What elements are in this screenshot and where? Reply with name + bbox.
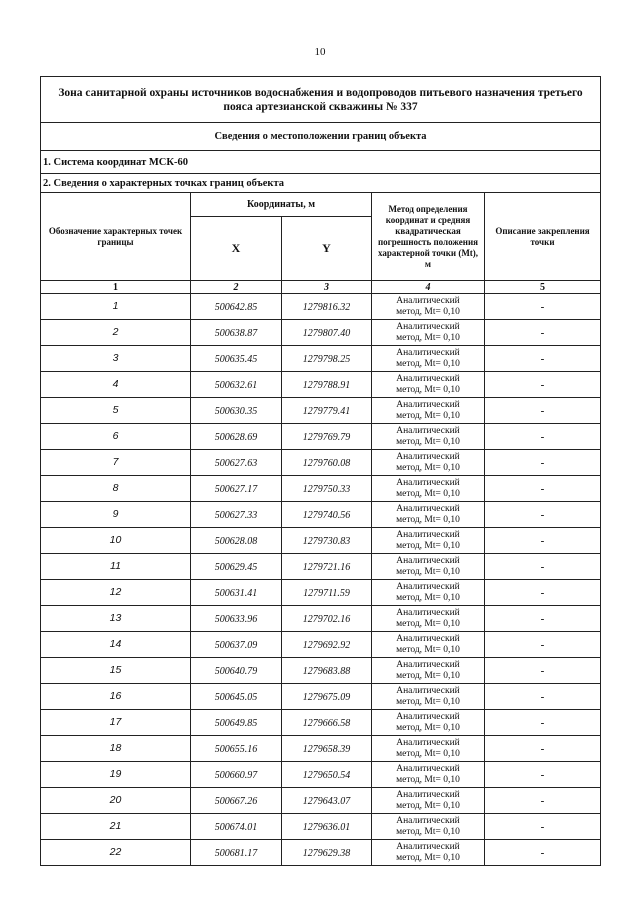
description-cell: - xyxy=(485,372,601,398)
point-id: 1 xyxy=(41,294,191,320)
table-row xyxy=(41,632,601,658)
description-cell: - xyxy=(485,450,601,476)
point-id: 11 xyxy=(41,554,191,580)
coordinate-system-line: 1. Система координат МСК-60 xyxy=(41,151,601,174)
y-coordinate: 1279683.88 xyxy=(282,658,372,684)
method-line-2: метод, Mt= 0,10 xyxy=(396,436,460,447)
description-cell: - xyxy=(485,814,601,840)
table-row xyxy=(41,424,601,450)
y-coordinate: 1279750.33 xyxy=(282,476,372,502)
method-cell xyxy=(372,476,485,502)
method-cell xyxy=(372,502,485,528)
x-coordinate: 500640.79 xyxy=(191,658,282,684)
point-id: 3 xyxy=(41,346,191,372)
table-row xyxy=(41,840,601,866)
method-line-1: Аналитический xyxy=(396,789,460,800)
y-coordinate: 1279643.07 xyxy=(282,788,372,814)
method-line-2: метод, Mt= 0,10 xyxy=(396,852,460,863)
x-coordinate: 500642.85 xyxy=(191,294,282,320)
point-id: 5 xyxy=(41,398,191,424)
method-line-1: Аналитический xyxy=(396,815,460,826)
x-coordinate: 500649.85 xyxy=(191,710,282,736)
method-cell xyxy=(372,840,485,866)
table-row xyxy=(41,606,601,632)
column-number: 5 xyxy=(485,281,601,294)
header-x: X xyxy=(191,217,282,281)
method-cell xyxy=(372,580,485,606)
y-coordinate: 1279788.91 xyxy=(282,372,372,398)
method-line-1: Аналитический xyxy=(396,685,460,696)
method-line-2: метод, Mt= 0,10 xyxy=(396,748,460,759)
method-line-2: метод, Mt= 0,10 xyxy=(396,358,460,369)
y-coordinate: 1279692.92 xyxy=(282,632,372,658)
table-row xyxy=(41,502,601,528)
method-line-1: Аналитический xyxy=(396,295,460,306)
point-id: 18 xyxy=(41,736,191,762)
method-line-1: Аналитический xyxy=(396,373,460,384)
method-line-2: метод, Mt= 0,10 xyxy=(396,826,460,837)
table-row xyxy=(41,658,601,684)
y-coordinate: 1279650.54 xyxy=(282,762,372,788)
table-row xyxy=(41,736,601,762)
description-cell: - xyxy=(485,502,601,528)
method-cell xyxy=(372,554,485,580)
method-line-2: метод, Mt= 0,10 xyxy=(396,722,460,733)
y-coordinate: 1279760.08 xyxy=(282,450,372,476)
description-cell: - xyxy=(485,580,601,606)
y-coordinate: 1279798.25 xyxy=(282,346,372,372)
description-cell: - xyxy=(485,294,601,320)
table-row xyxy=(41,710,601,736)
method-line-2: метод, Mt= 0,10 xyxy=(396,488,460,499)
method-cell xyxy=(372,450,485,476)
description-cell: - xyxy=(485,398,601,424)
method-cell xyxy=(372,606,485,632)
point-id: 7 xyxy=(41,450,191,476)
table-row xyxy=(41,554,601,580)
table-row xyxy=(41,684,601,710)
method-line-2: метод, Mt= 0,10 xyxy=(396,514,460,525)
table-row xyxy=(41,450,601,476)
method-line-1: Аналитический xyxy=(396,659,460,670)
method-line-2: метод, Mt= 0,10 xyxy=(396,566,460,577)
method-cell xyxy=(372,632,485,658)
table-row xyxy=(41,476,601,502)
description-cell: - xyxy=(485,320,601,346)
x-coordinate: 500674.01 xyxy=(191,814,282,840)
description-cell: - xyxy=(485,658,601,684)
method-cell xyxy=(372,294,485,320)
y-coordinate: 1279711.59 xyxy=(282,580,372,606)
method-line-1: Аналитический xyxy=(396,321,460,332)
method-cell xyxy=(372,658,485,684)
method-line-2: метод, Mt= 0,10 xyxy=(396,332,460,343)
method-line-1: Аналитический xyxy=(396,477,460,488)
table-row xyxy=(41,528,601,554)
x-coordinate: 500667.26 xyxy=(191,788,282,814)
point-id: 4 xyxy=(41,372,191,398)
y-coordinate: 1279740.56 xyxy=(282,502,372,528)
header-point: Обозначение характерных точек границы xyxy=(41,193,191,281)
point-id: 12 xyxy=(41,580,191,606)
x-coordinate: 500645.05 xyxy=(191,684,282,710)
header-method: Метод определения координат и средняя квадратическая погрешность положения характерной точки (Mt), м xyxy=(372,193,485,281)
point-id: 9 xyxy=(41,502,191,528)
x-coordinate: 500629.45 xyxy=(191,554,282,580)
method-cell xyxy=(372,736,485,762)
point-id: 16 xyxy=(41,684,191,710)
y-coordinate: 1279629.38 xyxy=(282,840,372,866)
method-line-2: метод, Mt= 0,10 xyxy=(396,410,460,421)
points-info-line: 2. Сведения о характерных точках границ объекта xyxy=(41,174,601,193)
x-coordinate: 500655.16 xyxy=(191,736,282,762)
x-coordinate: 500638.87 xyxy=(191,320,282,346)
x-coordinate: 500628.08 xyxy=(191,528,282,554)
method-line-1: Аналитический xyxy=(396,581,460,592)
method-cell xyxy=(372,814,485,840)
method-line-2: метод, Mt= 0,10 xyxy=(396,462,460,473)
y-coordinate: 1279807.40 xyxy=(282,320,372,346)
method-line-2: метод, Mt= 0,10 xyxy=(396,618,460,629)
method-cell xyxy=(372,372,485,398)
table-row xyxy=(41,294,601,320)
point-id: 14 xyxy=(41,632,191,658)
x-coordinate: 500627.63 xyxy=(191,450,282,476)
x-coordinate: 500660.97 xyxy=(191,762,282,788)
method-line-2: метод, Mt= 0,10 xyxy=(396,644,460,655)
column-number: 3 xyxy=(282,281,372,294)
method-cell xyxy=(372,788,485,814)
description-cell: - xyxy=(485,788,601,814)
description-cell: - xyxy=(485,424,601,450)
y-coordinate: 1279658.39 xyxy=(282,736,372,762)
point-id: 10 xyxy=(41,528,191,554)
point-id: 21 xyxy=(41,814,191,840)
table-row xyxy=(41,580,601,606)
method-line-1: Аналитический xyxy=(396,763,460,774)
x-coordinate: 500628.69 xyxy=(191,424,282,450)
method-cell xyxy=(372,346,485,372)
y-coordinate: 1279730.83 xyxy=(282,528,372,554)
boundary-table xyxy=(40,76,601,866)
method-line-1: Аналитический xyxy=(396,451,460,462)
table-row xyxy=(41,762,601,788)
method-line-1: Аналитический xyxy=(396,399,460,410)
y-coordinate: 1279769.79 xyxy=(282,424,372,450)
point-id: 15 xyxy=(41,658,191,684)
y-coordinate: 1279636.01 xyxy=(282,814,372,840)
description-cell: - xyxy=(485,840,601,866)
x-coordinate: 500627.17 xyxy=(191,476,282,502)
method-line-1: Аналитический xyxy=(396,529,460,540)
column-number: 1 xyxy=(41,281,191,294)
column-number: 2 xyxy=(191,281,282,294)
table-row xyxy=(41,346,601,372)
method-cell xyxy=(372,528,485,554)
description-cell: - xyxy=(485,762,601,788)
method-cell xyxy=(372,684,485,710)
x-coordinate: 500631.41 xyxy=(191,580,282,606)
table-row xyxy=(41,814,601,840)
point-id: 20 xyxy=(41,788,191,814)
x-coordinate: 500637.09 xyxy=(191,632,282,658)
description-cell: - xyxy=(485,346,601,372)
x-coordinate: 500635.45 xyxy=(191,346,282,372)
point-id: 6 xyxy=(41,424,191,450)
y-coordinate: 1279779.41 xyxy=(282,398,372,424)
header-y: Y xyxy=(282,217,372,281)
x-coordinate: 500633.96 xyxy=(191,606,282,632)
x-coordinate: 500632.61 xyxy=(191,372,282,398)
description-cell: - xyxy=(485,710,601,736)
header-coords: Координаты, м xyxy=(191,193,372,217)
x-coordinate: 500630.35 xyxy=(191,398,282,424)
document-title: Зона санитарной охраны источников водоснабжения и водопроводов питьевого назначения третьего пояса артезианской скважины № 337 xyxy=(41,77,601,123)
x-coordinate: 500681.17 xyxy=(191,840,282,866)
y-coordinate: 1279721.16 xyxy=(282,554,372,580)
method-line-1: Аналитический xyxy=(396,841,460,852)
method-line-1: Аналитический xyxy=(396,711,460,722)
method-cell xyxy=(372,710,485,736)
description-cell: - xyxy=(485,528,601,554)
description-cell: - xyxy=(485,736,601,762)
method-line-1: Аналитический xyxy=(396,425,460,436)
method-cell xyxy=(372,762,485,788)
method-line-2: метод, Mt= 0,10 xyxy=(396,696,460,707)
method-line-2: метод, Mt= 0,10 xyxy=(396,384,460,395)
description-cell: - xyxy=(485,554,601,580)
method-line-1: Аналитический xyxy=(396,607,460,618)
point-id: 19 xyxy=(41,762,191,788)
method-line-2: метод, Mt= 0,10 xyxy=(396,670,460,681)
description-cell: - xyxy=(485,606,601,632)
column-number-row xyxy=(41,281,601,294)
method-line-1: Аналитический xyxy=(396,503,460,514)
table-row xyxy=(41,398,601,424)
table-row xyxy=(41,788,601,814)
point-id: 8 xyxy=(41,476,191,502)
method-line-2: метод, Mt= 0,10 xyxy=(396,306,460,317)
point-id: 22 xyxy=(41,840,191,866)
description-cell: - xyxy=(485,476,601,502)
header-description: Описание закрепления точки xyxy=(485,193,601,281)
point-id: 2 xyxy=(41,320,191,346)
page-number: 10 xyxy=(314,46,326,58)
description-cell: - xyxy=(485,684,601,710)
method-cell xyxy=(372,398,485,424)
table-row xyxy=(41,372,601,398)
method-line-2: метод, Mt= 0,10 xyxy=(396,592,460,603)
y-coordinate: 1279666.58 xyxy=(282,710,372,736)
method-line-2: метод, Mt= 0,10 xyxy=(396,774,460,785)
method-line-1: Аналитический xyxy=(396,737,460,748)
method-cell xyxy=(372,320,485,346)
y-coordinate: 1279675.09 xyxy=(282,684,372,710)
point-id: 13 xyxy=(41,606,191,632)
section-title: Сведения о местоположении границ объекта xyxy=(41,123,601,151)
description-cell: - xyxy=(485,632,601,658)
method-cell xyxy=(372,424,485,450)
column-number: 4 xyxy=(372,281,485,294)
method-line-1: Аналитический xyxy=(396,633,460,644)
x-coordinate: 500627.33 xyxy=(191,502,282,528)
y-coordinate: 1279702.16 xyxy=(282,606,372,632)
y-coordinate: 1279816.32 xyxy=(282,294,372,320)
method-line-1: Аналитический xyxy=(396,347,460,358)
method-line-2: метод, Mt= 0,10 xyxy=(396,540,460,551)
table-row xyxy=(41,320,601,346)
method-line-1: Аналитический xyxy=(396,555,460,566)
point-id: 17 xyxy=(41,710,191,736)
method-line-2: метод, Mt= 0,10 xyxy=(396,800,460,811)
